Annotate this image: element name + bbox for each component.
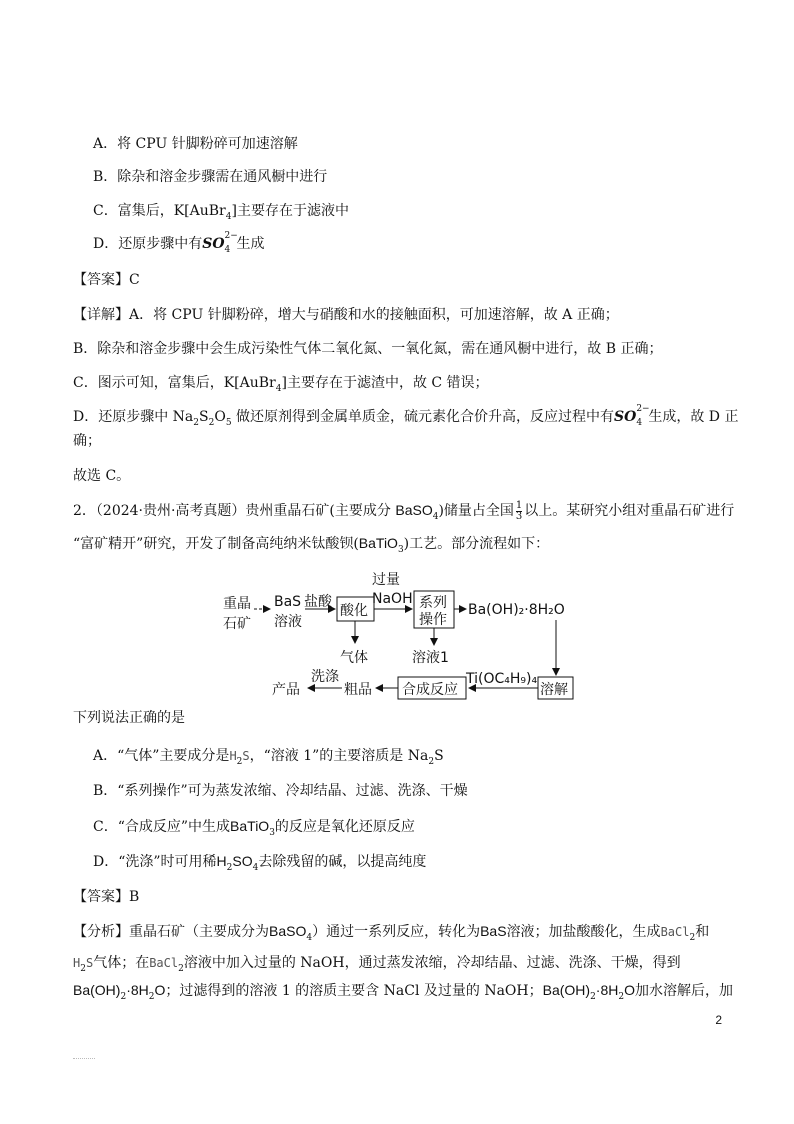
- q1-answer: 【答案】C: [73, 272, 140, 288]
- flow-hcl: 盐酸: [304, 594, 332, 610]
- flow-bas-line1: BaS: [274, 594, 302, 610]
- flow-synth-label: 合成反应: [402, 682, 458, 698]
- flow-box-series: [414, 591, 454, 628]
- flow-crude: 粗品: [344, 682, 372, 698]
- q1-conclusion: 故选 C。: [73, 468, 131, 484]
- q2-option-b: B．“系列操作”可为蒸发浓缩、冷却结晶、过滤、洗涤、干燥: [93, 783, 468, 799]
- q1-detail-c: C．图示可知，富集后，K[AuBr$_4$]主要存在于滤渣中，故 C 错误；: [73, 375, 489, 394]
- flow-series-line1: 系列: [419, 595, 447, 611]
- q2-analysis-line1: 【分析】重晶石矿（主要成分为BaSO$_4$）通过一系列反应，转化为BaS溶液；加盐酸酸化，生成BaCl$_2$和: [73, 923, 710, 943]
- flow-series-line2: 操作: [419, 612, 447, 628]
- flow-box-synth: [398, 677, 466, 699]
- q1-detail-a: 【详解】A．将 CPU 针脚粉碎，增大与硝酸和水的接触面积，可加速溶解，故 A 正确；: [73, 307, 619, 323]
- flow-naoh: NaOH: [372, 591, 413, 607]
- q2-question: 下列说法正确的是: [73, 710, 185, 726]
- flow-gas: 气体: [340, 650, 368, 666]
- q1-option-d: D．还原步骤中有SO 2− 4 生成: [93, 231, 265, 255]
- q1-detail-d-cont: 确；: [73, 433, 101, 449]
- flow-ti-reagent: Ti(OC₄H₉)₄: [466, 671, 538, 687]
- q1-detail-b: B．除杂和溶金步骤中会生成污染性气体二氧化氮、一氧化氮，需在通风橱中进行，故 B 正确；: [73, 341, 663, 357]
- q2-option-d: D．“洗涤”时可用稀$H_2SO_4$去除残留的碱，以提高纯度: [93, 853, 427, 873]
- flow-acidify-label: 酸化: [340, 603, 368, 619]
- flow-box-dissolve: [538, 677, 573, 699]
- flow-box-acidify: [337, 597, 374, 621]
- flow-filtrate: 溶液1: [412, 650, 449, 666]
- footer-divider: [73, 1058, 95, 1059]
- q1-option-c: C．富集后，K[AuBr$_4$]主要存在于滤液中: [93, 203, 349, 222]
- q2-answer: 【答案】B: [73, 889, 140, 905]
- flow-dissolve-label: 溶解: [540, 682, 568, 698]
- flow-ore-line2: 石矿: [223, 616, 251, 632]
- flow-ore-line1: 重晶: [223, 596, 251, 612]
- flow-final-product: 产品: [272, 682, 300, 698]
- q2-analysis-line3: $Ba(OH)_2\cdot 8H_2O$；过滤得到的溶液 1 的溶质主要含 NaCl 及过量的 NaOH；$Ba(OH)_2\cdot 8H_2O$加水溶解后，加: [73, 982, 733, 1002]
- q1-detail-d: D．还原步骤中 $Na_2S_2O_5$ 做还原剂得到金属单质金，硫元素化合价升高，反应过程中有SO 2− 4 生成，故 D 正: [73, 404, 739, 428]
- flow-excess: 过量: [372, 572, 400, 588]
- q2-option-a: A．“气体”主要成分是$H_2S$，“溶液 1”的主要溶质是 $Na_2S$: [93, 748, 444, 767]
- q2-stem-line1: 2．（2024·贵州·高考真题）贵州重晶石矿(主要成分 BaSO$_4$)储量占全国 $\frac{1}{3}$ 以上。某研究小组对重晶石矿进行: [73, 499, 735, 522]
- flow-bas-line2: 溶液: [274, 614, 302, 630]
- flow-wash: 洗涤: [311, 669, 339, 685]
- q2-stem-line2: “富矿精开”研究，开发了制备高纯纳米钛酸钡(BaTiO$_3$)工艺。部分流程如下：: [73, 535, 550, 555]
- q1-option-a: A．将 CPU 针脚粉碎可加速溶解: [93, 136, 298, 152]
- q1-option-b: B．除杂和溶金步骤需在通风橱中进行: [93, 169, 328, 185]
- q2-analysis-line2: $H_2S$气体；在BaCl$_2$溶液中加入过量的 NaOH，通过蒸发浓缩，冷却结晶、过滤、洗涤、干燥，得到: [73, 955, 681, 974]
- q2-option-c: C．“合成反应”中生成BaTiO$_3$的反应是氧化还原反应: [93, 818, 415, 838]
- flow-hydroxide: Ba(OH)₂·8H₂O: [468, 602, 565, 618]
- page-number: 2: [715, 1013, 722, 1027]
